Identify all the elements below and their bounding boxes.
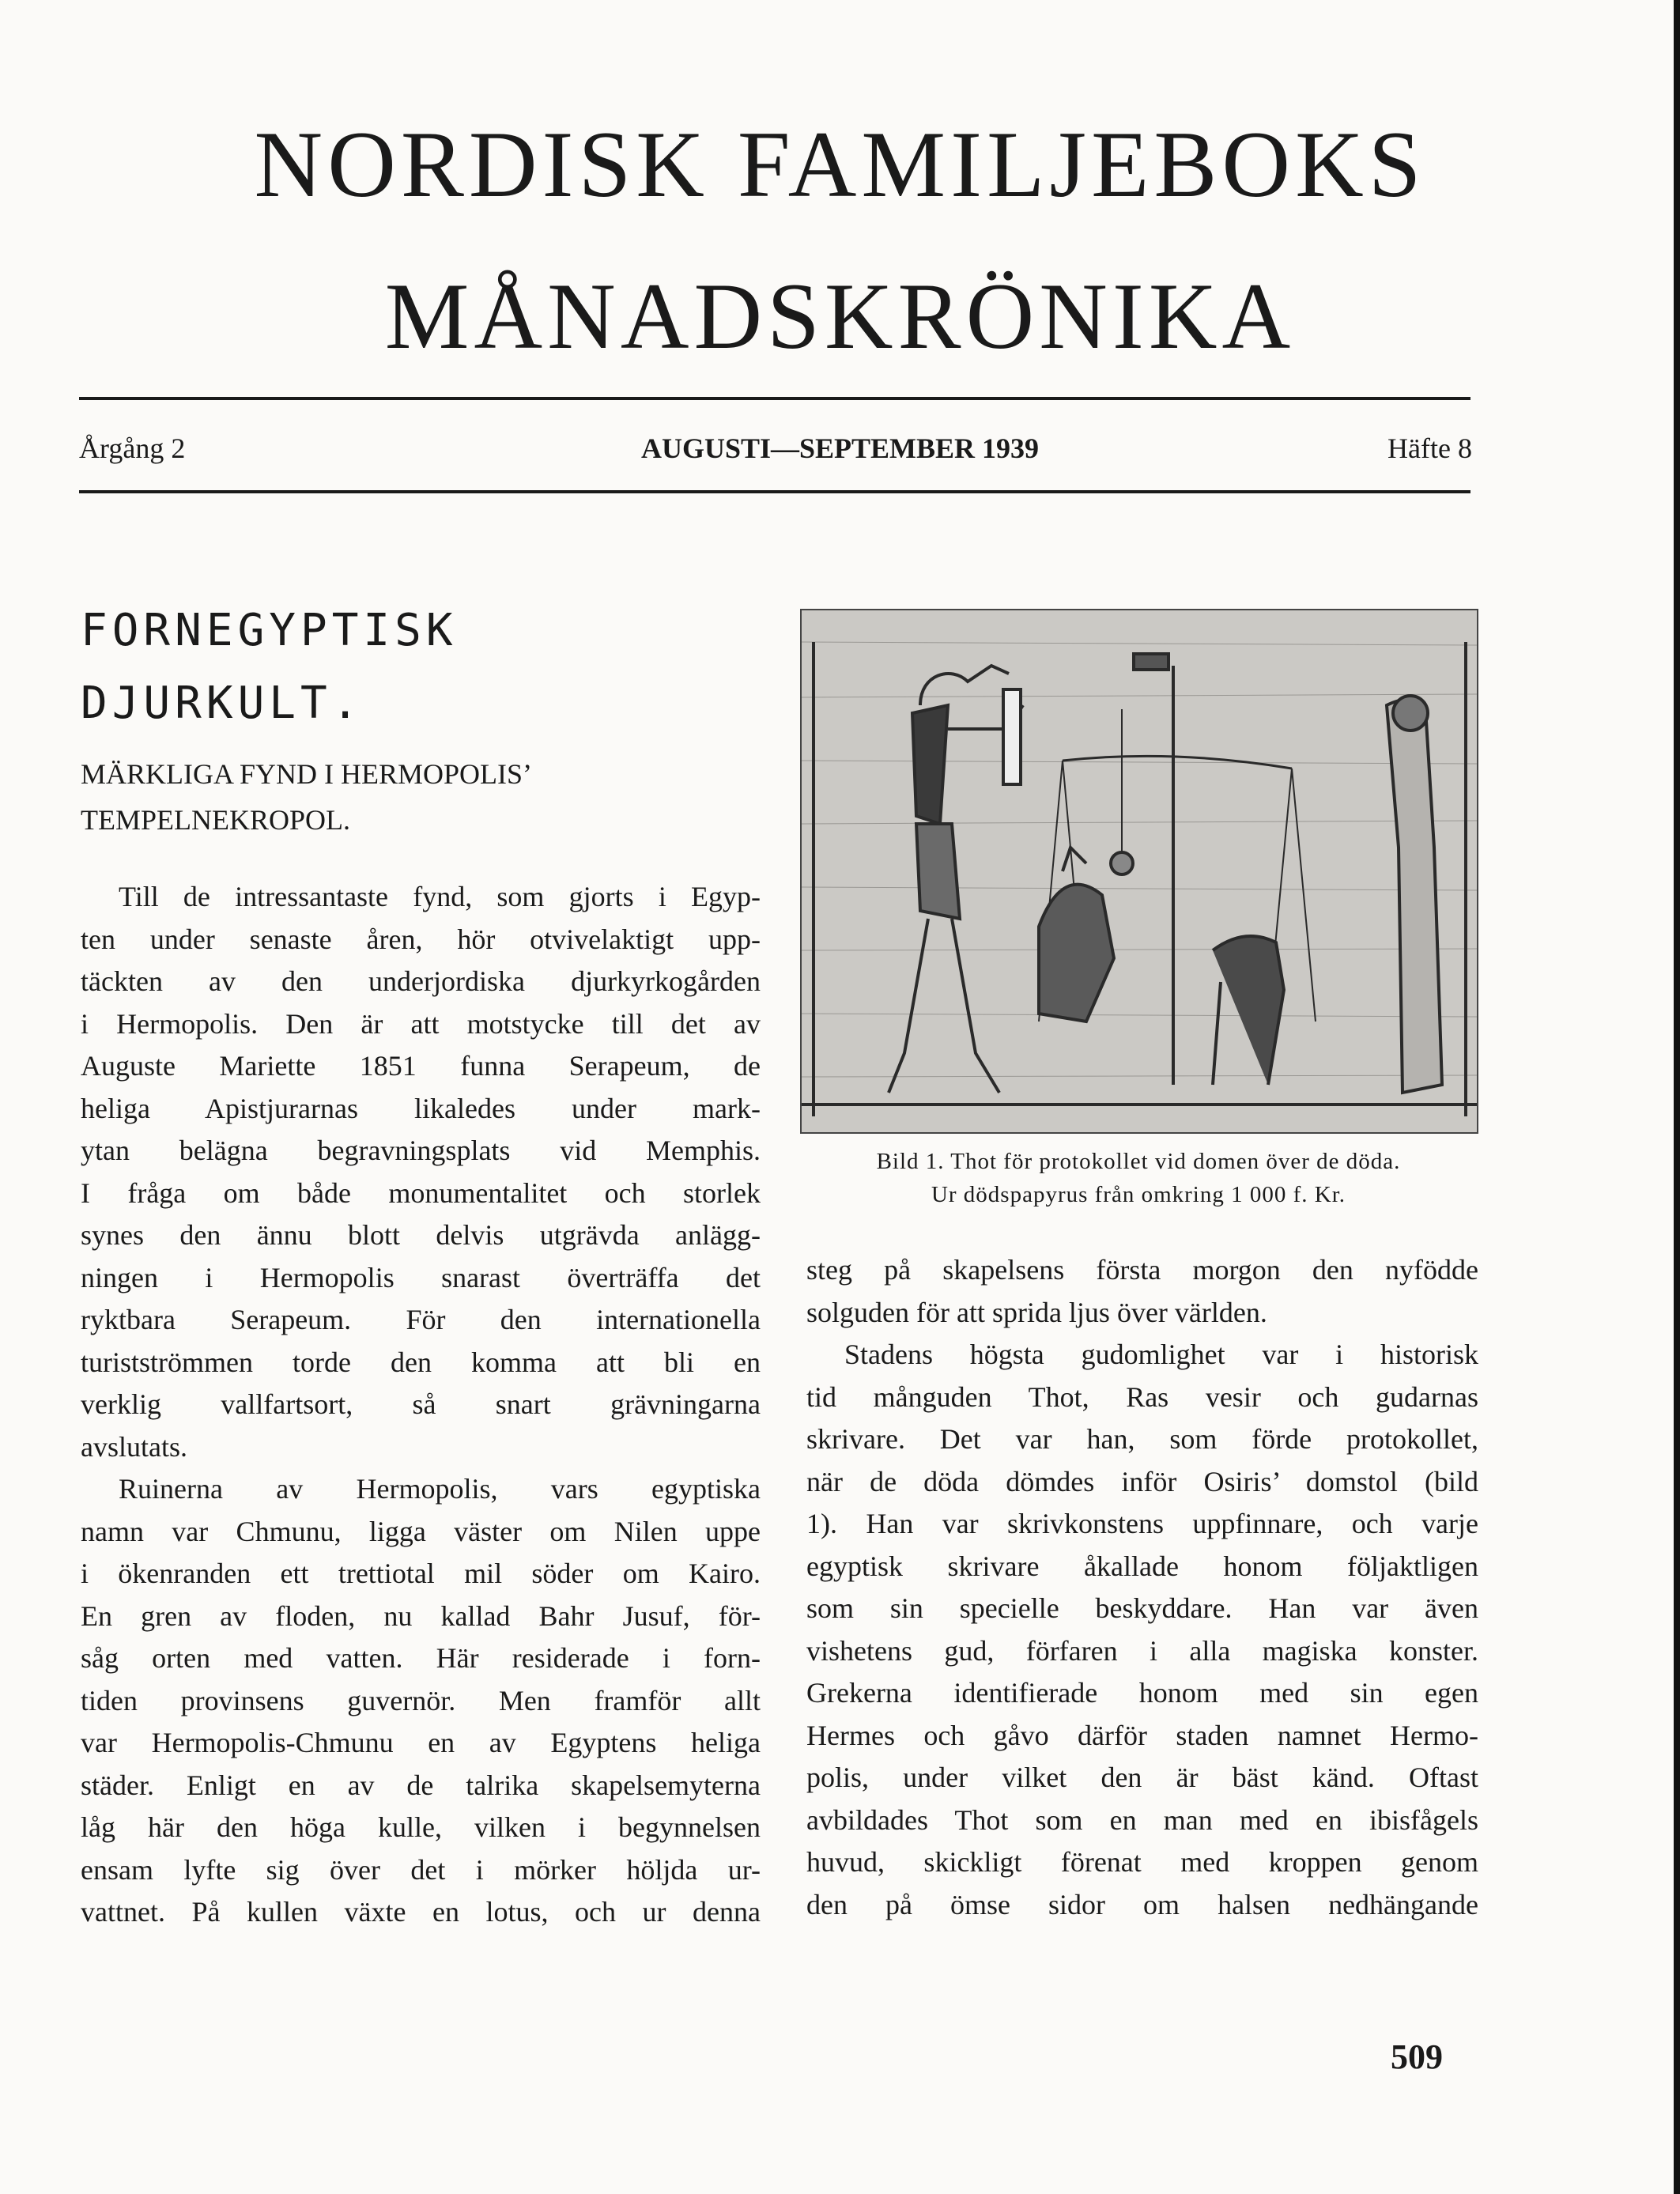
text-line: Stadens högsta gudomlighet var i historisk — [844, 1339, 1478, 1370]
article-subtitle — [81, 751, 761, 843]
article-subtitle-line2: TEMPELNEKROPOL. — [81, 804, 350, 836]
issue-number: Häfte 8 — [1387, 432, 1472, 464]
text-line: i ökenranden ett trettiotal mil söder om Kairo. — [81, 1558, 761, 1589]
text-line: Till de intressantaste fynd, som gjorts i Egyp- — [119, 881, 761, 912]
caption-line1: Bild 1. Thot för protokollet vid domen över de döda. — [876, 1149, 1401, 1174]
text-line: ytan belägna begravningsplats vid Memphis. — [81, 1135, 761, 1166]
issue-date: AUGUSTI—SEPTEMBER 1939 — [640, 432, 1040, 464]
text-line: ningen i Hermopolis snarast överträffa det — [81, 1261, 761, 1293]
article-title-line2: DJURKULT. — [81, 678, 364, 729]
text-line: tiden provinsens guvernör. Men framför allt — [81, 1684, 761, 1716]
text-line: solguden för att sprida ljus över världen. — [806, 1296, 1267, 1328]
masthead-title-line2: MÅNADSKRÖNIKA — [384, 263, 1296, 368]
text-line: Grekerna identifierade honom med sin egen — [806, 1677, 1478, 1709]
text-line: En gren av floden, nu kallad Bahr Jusuf, för- — [81, 1599, 761, 1632]
text-line: såg orten med vatten. Här residerade i forn- — [81, 1642, 761, 1674]
text-line: ryktbara Serapeum. För den internationella — [81, 1304, 761, 1335]
text-line: vattnet. På kullen växte en lotus, och ur denna — [81, 1896, 761, 1928]
top-rule — [79, 397, 1470, 400]
text-line: 1). Han var skrivkonstens uppfinnare, och varje — [806, 1508, 1478, 1539]
text-line: polis, under vilket den är bäst känd. Oftast — [806, 1762, 1478, 1793]
text-line: synes den ännu blott delvis utgrävda anlägg- — [81, 1219, 761, 1251]
article-title — [81, 595, 458, 740]
text-line: den på ömse sidor om halsen nedhängande — [806, 1888, 1478, 1920]
text-line: städer. Enligt en av de talrika skapelsemyterna — [81, 1769, 761, 1801]
text-line: när de döda dömdes inför Osiris’ domstol (bild — [806, 1465, 1478, 1497]
text-line: Ruinerna av Hermopolis, vars egyptiska — [119, 1473, 761, 1505]
text-line: heliga Apistjurarnas likaledes under mark- — [81, 1092, 761, 1124]
article-title-line1: FORNEGYPTISK — [81, 605, 458, 656]
masthead-title-line1: NORDISK FAMILJEBOKS — [254, 111, 1426, 217]
text-line: låg här den höga kulle, vilken i begynnelsen — [81, 1811, 761, 1843]
text-line: ensam lyfte sig över det i mörker höljda ur- — [81, 1853, 761, 1886]
text-line: avbildades Thot som en man med en ibisfågels — [806, 1803, 1478, 1836]
text-line: skrivare. Det var han, som förde protokollet, — [806, 1423, 1478, 1455]
text-line: I fråga om både monumentalitet och storlek — [81, 1176, 761, 1209]
text-line: Auguste Mariette 1851 funna Serapeum, de — [81, 1050, 761, 1082]
papyrus-illustration — [800, 609, 1478, 1134]
text-line: tid månguden Thot, Ras vesir och gudarnas — [806, 1380, 1478, 1413]
bottom-rule — [79, 490, 1470, 493]
text-line: var Hermopolis-Chmunu en av Egyptens heliga — [81, 1727, 761, 1758]
text-line: som sin specielle beskyddare. Han var även — [806, 1592, 1478, 1624]
caption-line2: Ur dödspapyrus från omkring 1 000 f. Kr. — [931, 1182, 1346, 1207]
text-line: avslutats. — [81, 1430, 187, 1463]
text-line: täckten av den underjordiska djurkyrkogården — [81, 965, 761, 997]
text-line: verklig vallfartsort, så snart grävningarna — [81, 1388, 761, 1420]
text-line: turistströmmen torde den komma att bli en — [81, 1346, 761, 1378]
text-line: i Hermopolis. Den är att motstycke till det av — [81, 1007, 761, 1040]
page-number: 509 — [1391, 2037, 1443, 2076]
text-line: ten under senaste åren, hör otvivelaktigt upp- — [81, 923, 761, 955]
text-line: huvud, skickligt förenat med kroppen genom — [806, 1846, 1478, 1878]
volume-label: Årgång 2 — [79, 432, 186, 464]
text-line: vishetens gud, förfaren i alla magiska konster. — [806, 1634, 1478, 1667]
text-line: egyptisk skrivare åkallade honom följaktligen — [806, 1550, 1478, 1582]
text-line: Hermes och gåvo därför staden namnet Hermo- — [806, 1719, 1478, 1751]
right-column — [806, 1249, 1478, 1926]
article-subtitle-line1: MÄRKLIGA FYND I HERMOPOLIS’ — [81, 758, 533, 790]
judgement-scene-image — [802, 610, 1477, 1132]
text-line: steg på skapelsens första morgon den nyfödde — [806, 1254, 1478, 1286]
text-line: namn var Chmunu, ligga väster om Nilen uppe — [81, 1515, 761, 1547]
left-column — [81, 876, 761, 1934]
figure-caption — [791, 1145, 1486, 1211]
